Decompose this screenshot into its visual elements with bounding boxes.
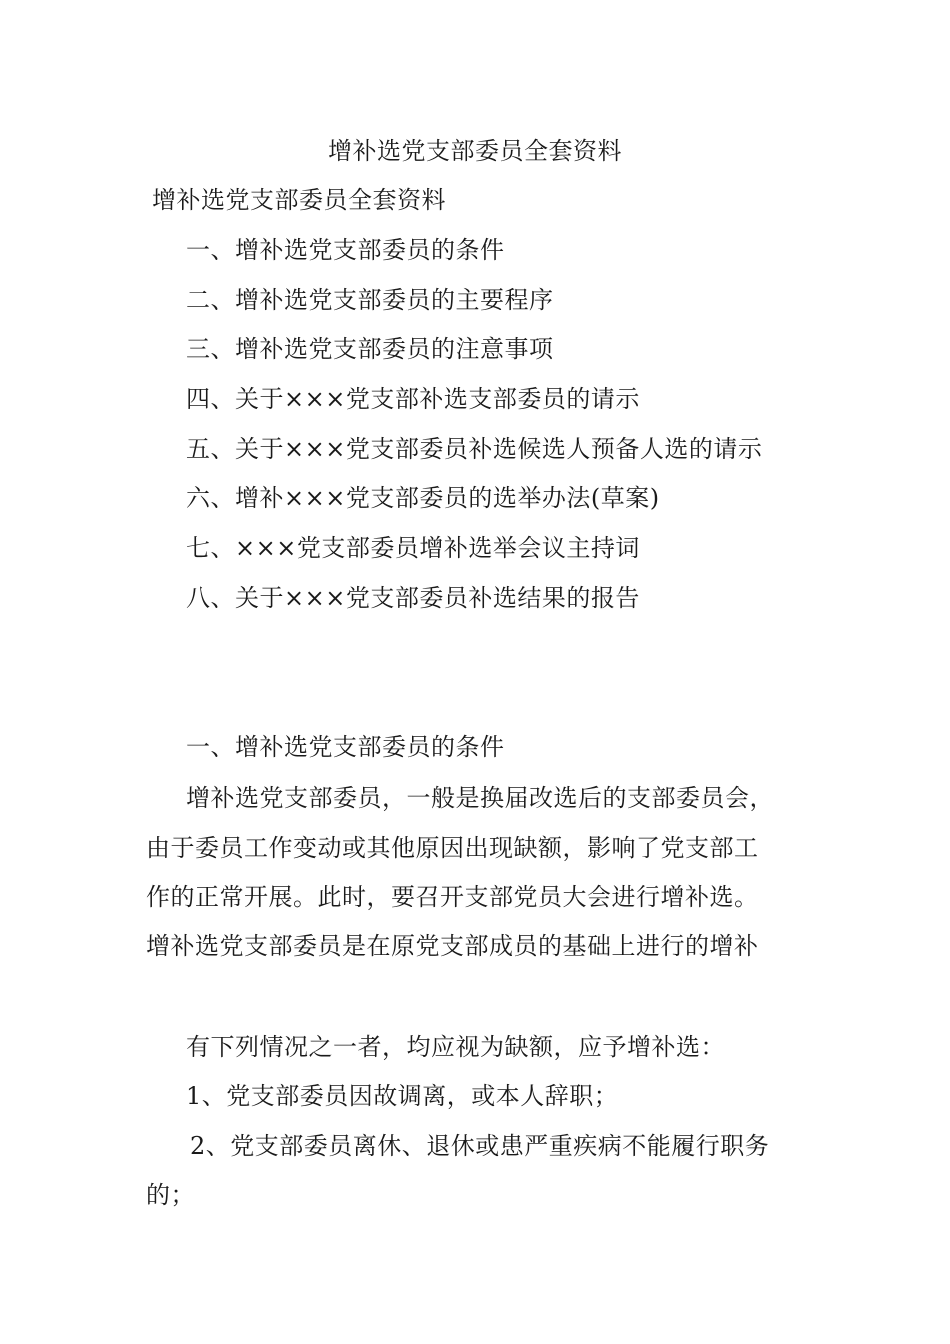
paragraph-line: 由于委员工作变动或其他原因出现缺额，影响了党支部工 [146,834,759,862]
toc-item: 一、增补选党支部委员的条件 [186,236,505,264]
document-subtitle: 增补选党支部委员全套资料 [152,186,446,214]
paragraph-line: 增补选党支部委员，一般是换届改选后的支部委员会， [186,784,774,812]
list-item-continuation: 的； [146,1181,195,1209]
paragraph-line: 作的正常开展。此时，要召开支部党员大会进行增补选。 [146,883,759,911]
document-title: 增补选党支部委员全套资料 [328,137,622,165]
toc-item: 五、关于×××党支部委员补选候选人预备人选的请示 [186,435,763,463]
toc-item: 六、增补×××党支部委员的选举办法(草案) [186,484,660,512]
toc-item: 八、关于×××党支部委员补选结果的报告 [186,584,640,612]
paragraph-line: 增补选党支部委员是在原党支部成员的基础上进行的增补 [146,932,759,960]
toc-item: 四、关于×××党支部补选支部委员的请示 [186,385,640,413]
list-item: 1、党支部委员因故调离，或本人辞职； [186,1082,619,1110]
toc-item: 二、增补选党支部委员的主要程序 [186,286,554,314]
toc-item: 三、增补选党支部委员的注意事项 [186,335,554,363]
toc-item: 七、×××党支部委员增补选举会议主持词 [186,534,640,562]
paragraph: 有下列情况之一者，均应视为缺额，应予增补选： [186,1033,725,1061]
list-item: 2、党支部委员离休、退休或患严重疾病不能履行职务 [190,1132,770,1160]
section-heading: 一、增补选党支部委员的条件 [186,733,505,761]
